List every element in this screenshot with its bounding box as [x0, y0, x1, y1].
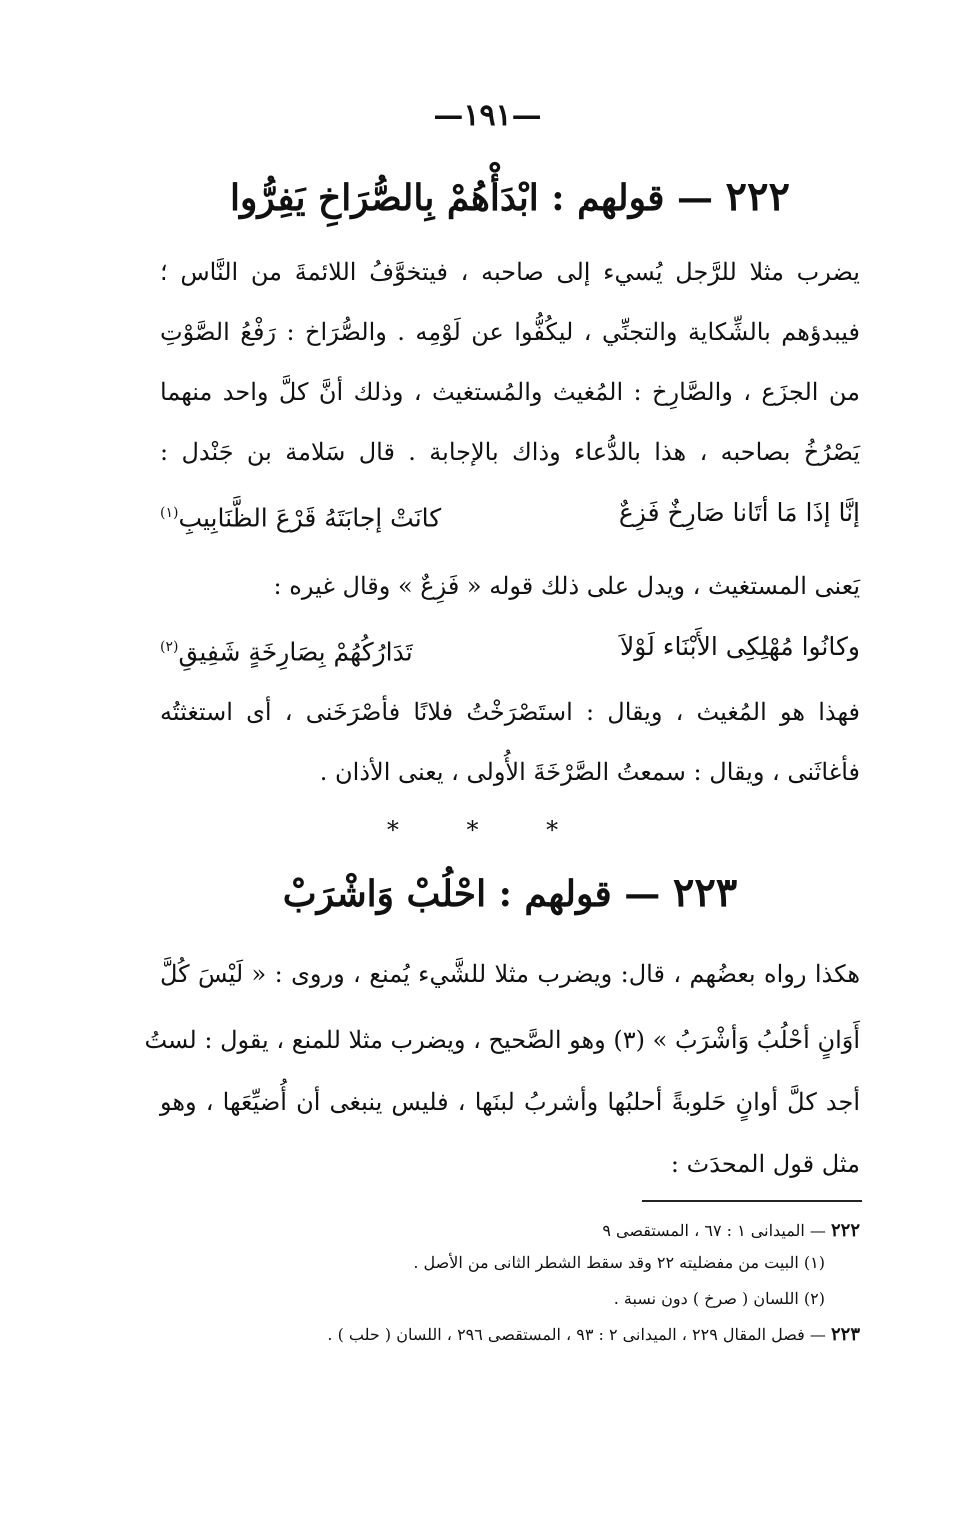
verse-2	[160, 626, 860, 673]
footnote-222	[100, 1218, 860, 1244]
footnote-label: ٢٢٣	[830, 1324, 860, 1345]
footnote-label: ٢٢٢	[830, 1220, 860, 1241]
verse-2-first-hemistich: وكانُوا مُهْلِكِى الأَبْنَاء لَوْلاَ	[620, 632, 860, 661]
section-223-number: ٢٢٣	[672, 869, 738, 916]
paragraph-line: هكذا رواه بعضُهم ، قال: ويضرب مثلا للشَّيء يُمنع ، وروى : « لَيْسَ كُلَّ	[160, 960, 860, 988]
paragraph-line: من الجزَع ، والصَّارِخ : المُغيث والمُستغيث ، وذلك أنَّ كلَّ واحد منهما	[160, 378, 860, 406]
verse-2-second-hemistich-wrap	[160, 626, 413, 673]
footnote-text: — الميدانى ١ : ٦٧ ، المستقصى ٩	[602, 1221, 826, 1240]
verse-1-second-hemistich-wrap	[160, 492, 441, 539]
section-222-number: ٢٢٢	[725, 173, 790, 220]
footnote-2	[65, 1286, 825, 1312]
paragraph-line: فيبدؤهم بالشِّكاية والتجنِّي ، ليكُفُّوا عن لَوْمِه . والصُّرَاخ : رَفْعُ الصَّوْتِ	[160, 318, 860, 346]
paragraph-line: يَصْرُخُ بصاحبه ، هذا بالدُّعاء وذاك بالإجابة . قال سَلامة بن جَنْدل :	[160, 438, 860, 466]
footnote-text: (٢) اللسان ( صرخ ) دون نسبة .	[613, 1289, 825, 1308]
footnote-text: (١) البيت من مفضليته ٢٢ وقد سقط الشطر الثانى من الأصل .	[413, 1253, 825, 1272]
section-222-heading	[160, 172, 860, 223]
section-222-title: — قولهم : ابْدَأْهُمْ بِالصُّرَاخِ يَفِرُّوا	[230, 177, 713, 219]
section-separator: * * *	[386, 816, 589, 844]
paragraph-line: أجد كلَّ أوانٍ حَلوبةً أحلبُها وأشربُ لبنَها ، فليس ينبغى أن أُضيِّعَها ، وهو	[160, 1088, 860, 1116]
paragraph-line: فأغاثَنى ، ويقال : سمعتُ الصَّرْخَةَ الأُولى ، يعنى الأذان .	[319, 758, 860, 786]
page-number: —١٩١—	[433, 98, 542, 133]
footnote-ref-1: (١)	[160, 505, 179, 521]
paragraph-line: فهذا هو المُغيث ، ويقال : استَصْرَخْتُ فلانًا فأصْرَخَنى ، أى استغثتُه	[160, 698, 860, 726]
verse-1	[160, 492, 860, 539]
paragraph-line: مثل قول المحدَث :	[670, 1150, 860, 1178]
verse-2-second-hemistich: تَدَارُكُهُمْ بِصَارِخَةٍ شَفِيقِ	[178, 637, 413, 667]
section-223-title: — قولهم : احْلُبْ وَاشْرَبْ	[282, 873, 661, 915]
footnote-text: — فصل المقال ٢٢٩ ، الميدانى ٢ : ٩٣ ، المستقصى ٢٩٦ ، اللسان ( حلب ) .	[327, 1325, 826, 1344]
verse-1-first-hemistich: إنَّا إذَا مَا أتَانا صَارِخٌ فَزِعٌ	[618, 498, 860, 527]
section-223-heading	[160, 868, 860, 919]
footnote-223	[100, 1322, 860, 1348]
verse-1-second-hemistich: كانَتْ إجابَتَهُ قَرْعَ الظَّنَابِيبِ	[178, 503, 442, 533]
footnote-rule	[642, 1200, 862, 1202]
paragraph-line: يضرب مثلا للرَّجل يُسيء إلى صاحبه ، فيتخوَّفُ اللائمةَ من النَّاس ؛	[160, 258, 860, 286]
paragraph-line: يَعنى المستغيث ، ويدل على ذلك قوله « فَزِعٌ » وقال غيره :	[273, 572, 860, 600]
footnote-ref-2: (٢)	[160, 639, 179, 655]
paragraph-line: أَوَانٍ أحْلُبُ وَأشْرَبُ » (٣) وهو الصَّحيح ، ويضرب مثلا للمنع ، يقول : لستُ	[144, 1026, 860, 1054]
footnote-1	[65, 1250, 825, 1276]
